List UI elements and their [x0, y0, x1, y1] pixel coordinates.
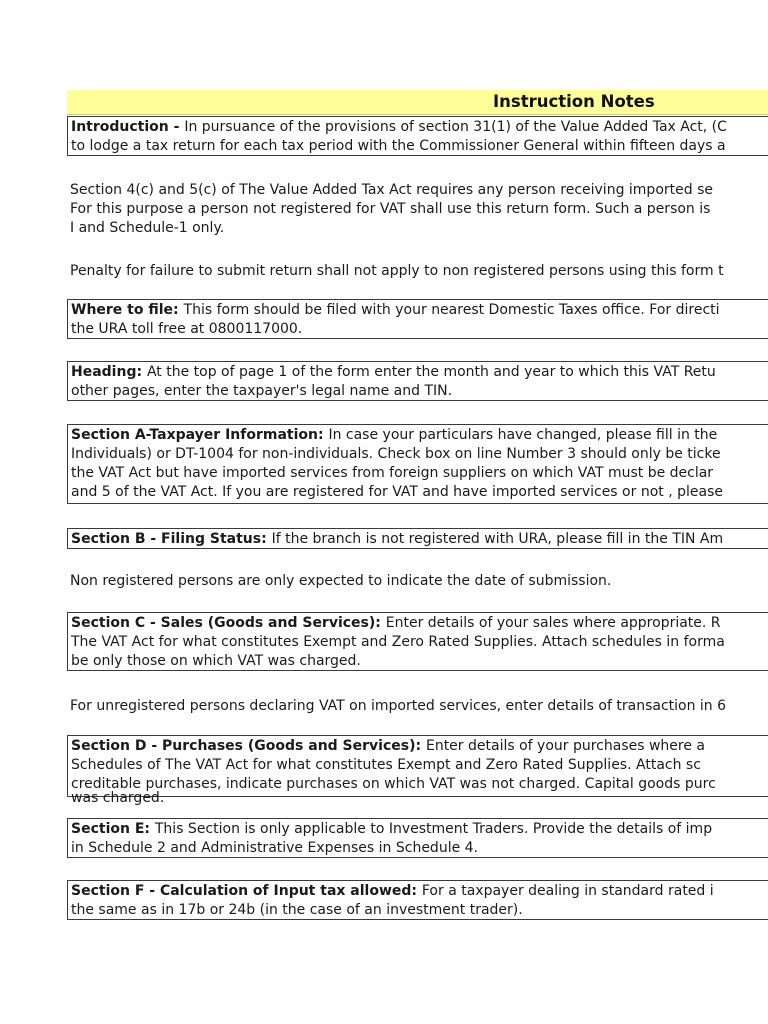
unregistered-line-1: For unregistered persons declaring VAT on imported services, enter details of transaction in 6	[70, 698, 727, 714]
where-to-file-line-2: the URA toll free at 0800117000.	[71, 321, 303, 337]
section-d-line-4: was charged.	[71, 790, 165, 806]
section-e-line-2: in Schedule 2 and Administrative Expenses in Schedule 4.	[71, 840, 479, 856]
introduction-line-2: to lodge a tax return for each tax period with the Commissioner General within fifteen days a	[71, 138, 726, 154]
section-c-line-1: Section C - Sales (Goods and Services): Enter details of your sales where appropriate. R	[71, 615, 721, 631]
section-c-line-2: The VAT Act for what constitutes Exempt and Zero Rated Supplies. Attach schedules in forma	[71, 634, 725, 650]
section-a-line-3: the VAT Act but have imported services from foreign suppliers on which VAT must be declar	[71, 465, 714, 481]
introduction-label: Introduction -	[71, 119, 185, 135]
heading-line-1: Heading: At the top of page 1 of the form enter the month and year to which this VAT Retu	[71, 364, 716, 380]
instruction-sheet	[67, 90, 768, 930]
where-to-file-box	[67, 299, 768, 339]
section-4c-line-3: I and Schedule-1 only.	[70, 220, 225, 236]
where-to-file-line-1: Where to file: This form should be filed with your nearest Domestic Taxes office. For directi	[71, 302, 720, 318]
introduction-box	[67, 116, 768, 156]
penalty-paragraph	[67, 261, 768, 283]
heading-box	[67, 361, 768, 401]
section-a-line-2: Individuals) or DT-1004 for non-individuals. Check box on line Number 3 should only be ticke	[71, 446, 721, 462]
section-f-box	[67, 880, 768, 920]
section-d-box	[67, 735, 768, 806]
section-a-line-4: and 5 of the VAT Act. If you are registered for VAT and have imported services or not , please	[71, 484, 723, 500]
section-4c-line-1: Section 4(c) and 5(c) of The Value Added Tax Act requires any person receiving imported se	[70, 182, 713, 198]
section-d-label: Section D - Purchases (Goods and Services):	[71, 738, 426, 754]
section-b-label: Section B - Filing Status:	[71, 531, 272, 547]
section-c-label: Section C - Sales (Goods and Services):	[71, 615, 386, 631]
section-f-line-1: Section F - Calculation of Input tax allowed: For a taxpayer dealing in standard rated i	[71, 883, 714, 899]
where-to-file-label: Where to file:	[71, 302, 184, 318]
heading-label: Heading:	[71, 364, 147, 380]
introduction-line-1: Introduction - In pursuance of the provisions of section 31(1) of the Value Added Tax Act, (C	[71, 119, 727, 135]
penalty-line-1: Penalty for failure to submit return shall not apply to non registered persons using this form t	[70, 263, 724, 279]
section-c-box	[67, 612, 768, 671]
section-f-line-2: the same as in 17b or 24b (in the case of an investment trader).	[71, 902, 523, 918]
section-a-line-1: Section A-Taxpayer Information: In case your particulars have changed, please fill in the	[71, 427, 718, 443]
section-a-box	[67, 424, 768, 504]
section-4c-paragraph	[67, 180, 768, 240]
page-title: Instruction Notes	[493, 92, 655, 111]
section-e-line-1: Section E: This Section is only applicable to Investment Traders. Provide the details of imp	[71, 821, 713, 837]
section-b-box	[67, 528, 768, 549]
non-registered-line-1: Non registered persons are only expected to indicate the date of submission.	[70, 573, 612, 589]
unregistered-paragraph	[67, 696, 768, 718]
section-f-label: Section F - Calculation of Input tax allowed:	[71, 883, 422, 899]
section-d-line-2: Schedules of The VAT Act for what constitutes Exempt and Zero Rated Supplies. Attach sc	[71, 757, 701, 773]
non-registered-paragraph	[67, 571, 768, 593]
section-d-line-3: creditable purchases, indicate purchases on which VAT was not charged. Capital goods purc	[71, 776, 716, 792]
section-e-label: Section E:	[71, 821, 155, 837]
title-bar	[67, 90, 768, 115]
section-4c-line-2: For this purpose a person not registered for VAT shall use this return form. Such a person is	[70, 201, 711, 217]
section-b-line-1: Section B - Filing Status: If the branch is not registered with URA, please fill in the TIN Am	[71, 531, 724, 547]
section-d-line-1: Section D - Purchases (Goods and Services): Enter details of your purchases where a	[71, 738, 705, 754]
section-e-box	[67, 818, 768, 858]
section-a-label: Section A-Taxpayer Information:	[71, 427, 329, 443]
section-c-line-3: be only those on which VAT was charged.	[71, 653, 361, 669]
heading-line-2: other pages, enter the taxpayer's legal name and TIN.	[71, 383, 453, 399]
